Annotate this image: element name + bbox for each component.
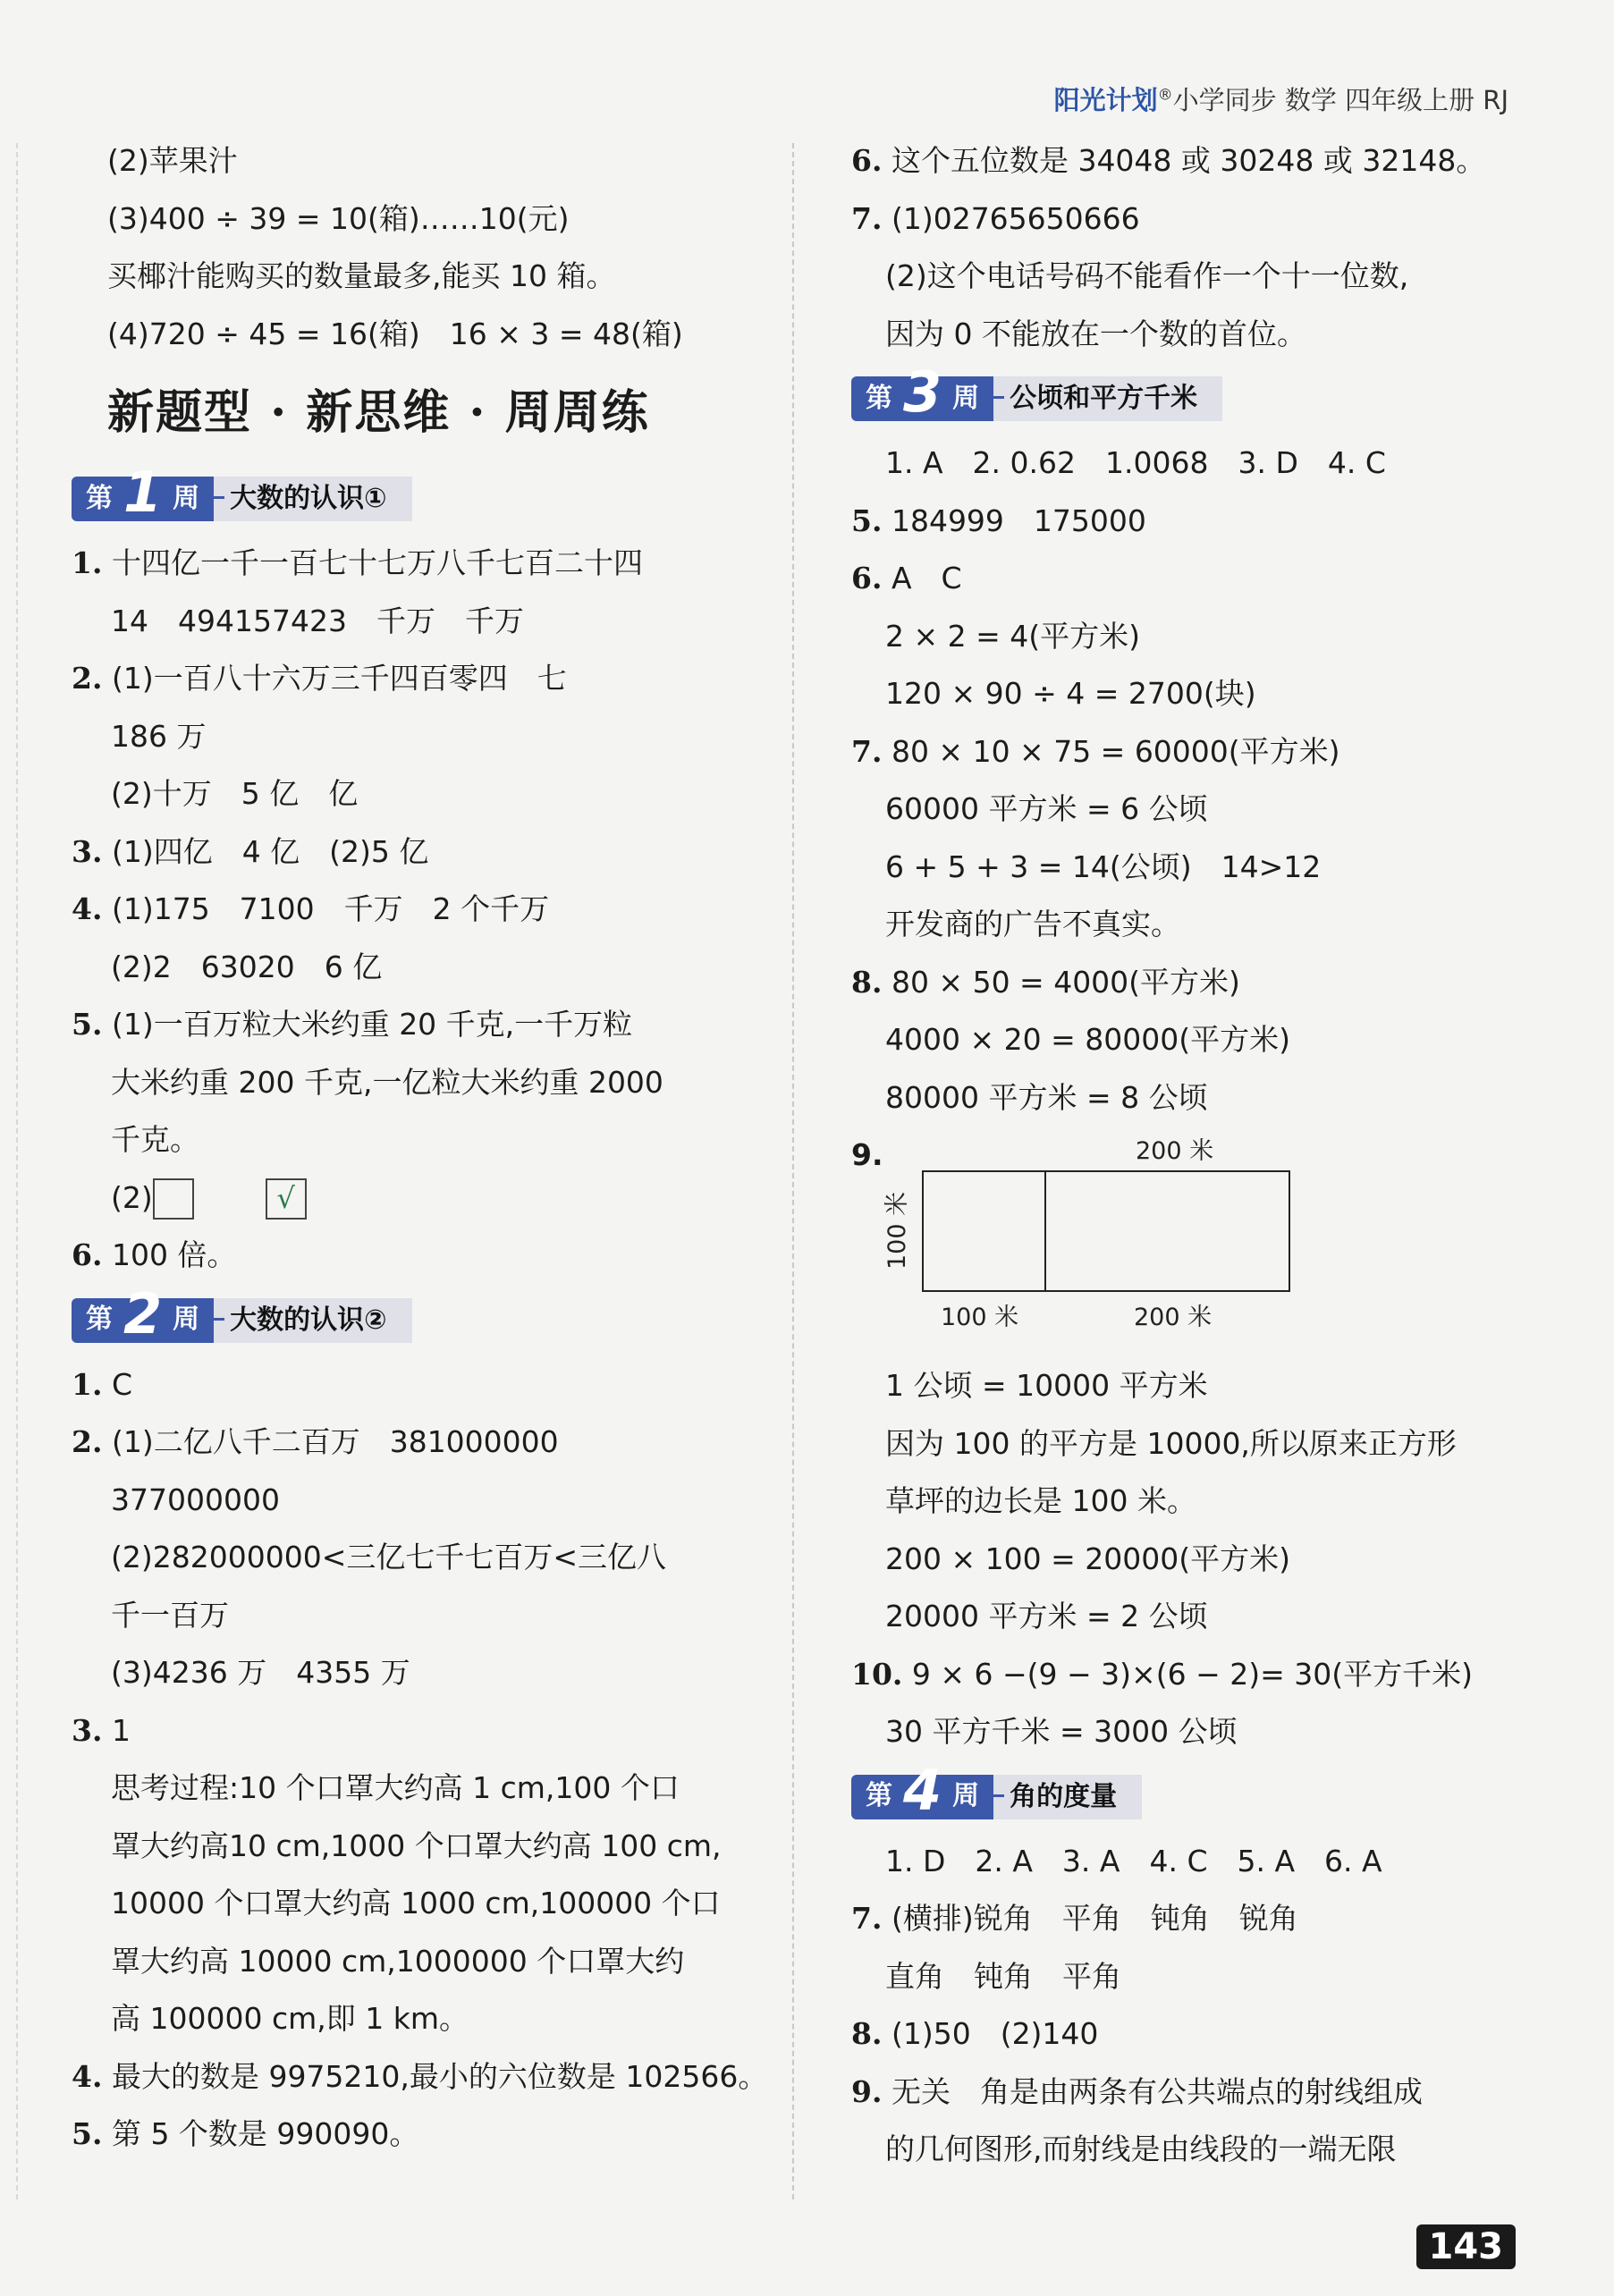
answer-text: 6 + 5 + 3 = 14(公顷) 14>12 — [885, 848, 1322, 884]
answer-text: 第 5 个数是 990090。 — [111, 2116, 419, 2151]
answer-text: 高 100000 cm,即 1 km。 — [111, 2001, 469, 2036]
answer-line — [72, 881, 769, 939]
answer-line — [72, 1818, 769, 1876]
answer-line: (4)720 ÷ 45 = 16(箱) 16 × 3 = 48(箱) — [107, 316, 683, 351]
answer-checkbox-checked: √ — [266, 1178, 307, 1220]
answer-line — [72, 1414, 769, 1472]
week-number: 1 — [123, 460, 163, 525]
answer-text: 120 × 90 ÷ 4 = 2700(块) — [885, 676, 1256, 711]
answer-text: (1)二亿八千二百万 381000000 — [111, 1424, 559, 1459]
answer-line — [851, 493, 1531, 551]
question-number: 4. — [72, 891, 103, 926]
answer-text: 这个五位数是 34048 或 30248 或 32148。 — [891, 143, 1486, 178]
answer-text: 直角 钝角 平角 — [885, 1958, 1121, 1994]
answer-line — [851, 1646, 1531, 1704]
question-number: 8. — [851, 964, 883, 1000]
top-length-label: 200 米 — [1136, 1137, 1214, 1165]
answer-text: 9 × 6 −(9 − 3)×(6 − 2)= 30(平方千米) — [911, 1656, 1473, 1692]
answer-line — [851, 896, 1531, 954]
answer-line — [851, 2005, 1531, 2064]
question-number: 7. — [851, 733, 883, 769]
answer-line — [72, 765, 769, 823]
answer-line — [851, 665, 1531, 723]
answer-line — [851, 1531, 1531, 1589]
answer-line — [851, 723, 1531, 781]
question-number: 5. — [851, 502, 883, 538]
left-margin-line — [16, 143, 18, 2199]
answer-text: 无关 角是由两条有公共端点的射线组成 — [891, 2073, 1423, 2109]
answer-line — [851, 1011, 1531, 1069]
answer-line — [851, 1588, 1531, 1646]
answer-line — [851, 2121, 1531, 2179]
answer-line — [851, 306, 1531, 364]
answer-line — [851, 781, 1531, 839]
answer-text: 最大的数是 9975210,最小的六位数是 102566。 — [111, 2058, 768, 2094]
left-column — [72, 132, 769, 2164]
question-number: 2. — [72, 661, 103, 696]
answer-line — [851, 248, 1531, 306]
answer-text: 200 × 100 = 20000(平方米) — [885, 1541, 1290, 1576]
answer-text: 1. D 2. A 3. A 4. C 5. A 6. A — [885, 1843, 1382, 1878]
answer-text: 14 494157423 千万 千万 — [111, 603, 524, 638]
answer-line — [851, 608, 1531, 666]
week-badge — [851, 1757, 993, 1823]
question-number: 1. — [72, 545, 103, 580]
answer-line — [72, 1990, 769, 2048]
bottom-left-label: 100 米 — [941, 1304, 1019, 1331]
answer-text: C — [111, 1366, 132, 1402]
answer-checkbox-empty — [153, 1178, 194, 1220]
answer-line — [72, 2048, 769, 2106]
answer-line — [72, 1054, 769, 1112]
answer-line — [851, 2064, 1531, 2122]
rectangle-diagram — [851, 1127, 1316, 1357]
answer-line — [72, 2106, 769, 2164]
answer-line — [72, 1760, 769, 1818]
answer-text: 377000000 — [111, 1481, 280, 1517]
bottom-right-label: 200 米 — [1134, 1304, 1213, 1331]
answer-line — [851, 1357, 1531, 1415]
answer-text: 大米约重 200 千克,一亿粒大米约重 2000 — [111, 1064, 663, 1100]
question-number: 2. — [72, 1424, 103, 1459]
answer-text: (1)四亿 4 亿 (2)5 亿 — [111, 833, 429, 869]
answer-line — [851, 1473, 1531, 1531]
registered-mark: ® — [1157, 86, 1173, 105]
answer-line: (3)400 ÷ 39 = 10(箱)……10(元) — [107, 200, 570, 236]
book-subtitle: 小学同步 数学 四年级上册 RJ — [1172, 85, 1508, 115]
question-number: 5. — [72, 2116, 103, 2151]
answer-line — [72, 823, 769, 882]
answer-line — [851, 1890, 1531, 1948]
answer-line — [851, 1948, 1531, 2006]
week-prefix: 第 — [866, 382, 892, 414]
answer-text: 60000 平方米 = 6 公顷 — [885, 791, 1208, 826]
answer-text: A C — [891, 561, 962, 595]
answer-text: 罩大约高 10000 cm,1000000 个口罩大约 — [111, 1943, 685, 1979]
answer-text: 1. A 2. 0.62 1.0068 3. D 4. C — [885, 445, 1386, 480]
answer-line — [72, 1644, 769, 1702]
answer-line — [72, 1111, 769, 1169]
answer-line — [851, 1833, 1531, 1891]
answer-line — [72, 593, 769, 651]
answer-line — [851, 1415, 1531, 1473]
week-topic: 角的度量 — [993, 1775, 1142, 1819]
week-4-header — [851, 1757, 1531, 1833]
answer-text: (1)50 (2)140 — [891, 2016, 1099, 2051]
week-suffix: 周 — [173, 482, 200, 514]
answer-text: (3)4236 万 4355 万 — [111, 1655, 410, 1690]
answer-line: (2)苹果汁 — [107, 143, 238, 178]
answer-text: 20000 平方米 = 2 公顷 — [885, 1599, 1208, 1633]
answer-line — [851, 954, 1531, 1012]
answer-line — [72, 1587, 769, 1645]
answer-text: (1)一百八十六万三千四百零四 七 — [111, 661, 567, 696]
answer-line — [851, 190, 1531, 249]
section-title: 新题型 · 新思维 · 周周练 — [107, 385, 650, 440]
week-badge — [851, 359, 993, 425]
answer-text: 千一百万 — [111, 1597, 229, 1633]
question-number: 3. — [72, 833, 103, 869]
question-number: 6. — [851, 561, 883, 595]
page-header — [1054, 80, 1508, 117]
answer-line — [851, 839, 1531, 897]
answer-text: 186 万 — [111, 718, 207, 754]
week-topic: 大数的认识② — [214, 1298, 411, 1343]
field-rectangle — [923, 1171, 1289, 1291]
answer-line — [72, 1227, 769, 1285]
answer-text: 千克。 — [111, 1122, 199, 1157]
week-4-answers — [851, 1833, 1531, 2179]
answer-line — [72, 939, 769, 997]
week-number: 2 — [123, 1280, 163, 1346]
answer-line: 买椰汁能购买的数量最多,能买 10 箱。 — [107, 258, 616, 293]
answer-text: 因为 0 不能放在一个数的首位。 — [885, 316, 1306, 351]
answer-text: (2)2 63020 6 亿 — [111, 949, 383, 984]
week-suffix: 周 — [952, 1780, 980, 1812]
answer-text: 十四亿一千一百七十七万八千七百二十四 — [111, 545, 643, 580]
answer-text: 80000 平方米 = 8 公顷 — [885, 1079, 1208, 1115]
answer-line — [72, 996, 769, 1054]
answer-text: 思考过程:10 个口罩大约高 1 cm,100 个口 — [111, 1770, 680, 1805]
answer-line — [851, 1069, 1531, 1127]
question-number: 9. — [851, 2073, 883, 2109]
week-suffix: 周 — [952, 382, 980, 414]
question-number: 9. — [851, 1137, 883, 1172]
answer-text: 1 — [111, 1712, 131, 1748]
answer-line — [72, 650, 769, 708]
question-number: 3. — [72, 1712, 103, 1748]
continued-answers — [851, 132, 1531, 363]
answer-line — [72, 1933, 769, 1991]
answer-text: (2)十万 5 亿 亿 — [111, 776, 359, 811]
week-3-answers-continued — [851, 1357, 1531, 1761]
answer-line — [851, 1703, 1531, 1761]
week-2-header — [72, 1280, 769, 1356]
answer-text: 4000 × 20 = 80000(平方米) — [885, 1022, 1290, 1057]
answer-text: 30 平方千米 = 3000 公顷 — [885, 1714, 1238, 1749]
field-diagram — [851, 1127, 1531, 1357]
question-number: 1. — [72, 1366, 103, 1402]
question-number: 4. — [72, 2058, 103, 2094]
answer-text: 80 × 50 = 4000(平方米) — [891, 964, 1240, 1000]
week-1-header — [72, 460, 769, 535]
side-length-label: 100 米 — [883, 1191, 911, 1270]
answer-line — [72, 535, 769, 593]
answer-text: 的几何图形,而射线是由线段的一端无限 — [885, 2131, 1397, 2166]
week-3-header — [851, 359, 1531, 435]
week-number: 3 — [903, 359, 942, 425]
answer-line — [851, 132, 1531, 190]
answer-line — [72, 1356, 769, 1414]
week-number: 4 — [903, 1757, 942, 1823]
week-prefix: 第 — [86, 482, 113, 514]
answer-text: 因为 100 的平方是 10000,所以原来正方形 — [885, 1425, 1457, 1461]
week-badge — [72, 1280, 214, 1346]
question-number: 5. — [72, 1007, 103, 1042]
page-number: 143 — [1416, 2224, 1517, 2269]
q5-2-label: (2) — [111, 1179, 153, 1215]
answer-text: (2)282000000<三亿七千七百万<三亿八 — [111, 1540, 667, 1574]
answer-text: 开发商的广告不真实。 — [885, 907, 1180, 941]
week-3-answers — [851, 435, 1531, 1127]
answer-line — [72, 1529, 769, 1587]
column-divider — [792, 143, 794, 2199]
week-suffix: 周 — [173, 1304, 200, 1336]
answer-text: (2)这个电话号码不能看作一个十一位数, — [885, 258, 1409, 293]
question-number: 7. — [851, 200, 883, 236]
week-prefix: 第 — [866, 1780, 892, 1812]
answer-text: 草坪的边长是 100 米。 — [885, 1483, 1196, 1518]
answer-text: (1)一百万粒大米约重 20 千克,一千万粒 — [111, 1007, 633, 1042]
answer-text: (横排)锐角 平角 钝角 锐角 — [891, 1901, 1298, 1936]
right-column — [851, 132, 1531, 2179]
answer-text: 1 公顷 = 10000 平方米 — [885, 1368, 1208, 1403]
question-number: 6. — [72, 1237, 103, 1272]
week-topic: 大数的认识① — [214, 477, 411, 521]
question-number: 7. — [851, 1901, 883, 1936]
answer-text: 100 倍。 — [111, 1237, 237, 1272]
answer-line — [72, 1472, 769, 1530]
answer-text: 80 × 10 × 75 = 60000(平方米) — [891, 733, 1340, 769]
answer-text: 2 × 2 = 4(平方米) — [885, 618, 1140, 654]
week-prefix: 第 — [86, 1304, 113, 1336]
answer-line — [851, 435, 1531, 493]
answer-text: 10000 个口罩大约高 1000 cm,100000 个口 — [111, 1886, 721, 1920]
brand-name: 阳光计划 — [1053, 85, 1158, 115]
answer-text: (1)02765650666 — [891, 200, 1140, 236]
week-1-answers — [72, 535, 769, 1169]
answer-line — [72, 1875, 769, 1933]
answer-line — [851, 550, 1531, 608]
question-number: 8. — [851, 2016, 883, 2051]
answer-text: 184999 175000 — [891, 502, 1146, 538]
answer-text: (1)175 7100 千万 2 个千万 — [111, 891, 550, 926]
question-number: 6. — [851, 143, 883, 178]
week-badge — [72, 460, 214, 525]
answer-text: 罩大约高10 cm,1000 个口罩大约高 100 cm, — [111, 1828, 722, 1863]
answer-line — [72, 708, 769, 766]
week-2-answers — [72, 1356, 769, 2164]
week-topic: 公顷和平方千米 — [993, 376, 1222, 421]
answer-line — [72, 1702, 769, 1760]
question-number: 10. — [851, 1656, 903, 1692]
q5-2-answer — [72, 1169, 769, 1228]
